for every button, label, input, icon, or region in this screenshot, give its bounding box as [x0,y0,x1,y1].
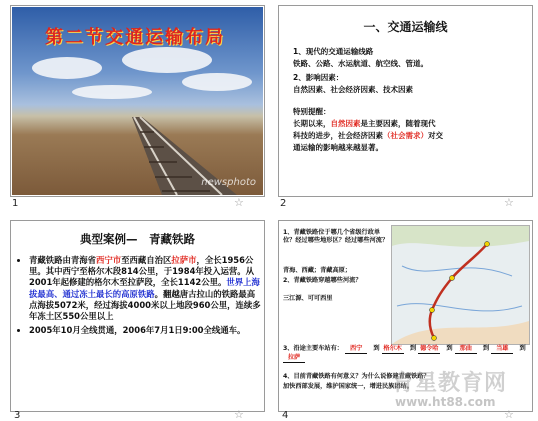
text-span: 对交 [428,131,443,140]
text-span: ，全长1956公里。其中西宁至格尔木段814公里，于1984年投入运营。从2001年起修建的格尔木至拉萨段，全长1142公里。 [29,255,255,288]
highlight-world-highest: 世界上海拔最高、通过冻土最长的高原铁路 [29,277,260,299]
text-span: 到 [403,345,417,352]
slide-2-line: 1、现代的交通运输线路 [293,47,374,56]
railway-route-map [391,225,530,345]
station-blank: 格尔木 [382,345,404,354]
answer-4: 加快西部发展，维护国家统一，增进民族团结。 [283,383,413,390]
text-span: 青海、西藏； [283,267,321,274]
bullet-item [29,255,261,322]
route-map-graphic [392,226,529,344]
question-4: 4、目前青藏铁路有何意义？为什么说修建青藏铁路？ [283,373,430,380]
slide-2-line [293,118,436,129]
slide-3-thumbnail[interactable] [10,220,265,412]
text-span: 到 [513,345,526,352]
slide-3-bullets [17,255,261,339]
text-span: 长期以来， [293,119,331,128]
answer-1 [283,267,389,275]
question-3 [283,345,531,363]
slide-2-line: 自然因素、社会经济因素、技术因素 [293,85,413,94]
text-span: 至西藏自治区 [121,255,172,265]
highlight-lhasa: 拉萨市 [171,255,197,265]
highlight-natural-factor: 自然因素 [330,119,361,128]
text-span: 。翻越唐古拉山的铁路最高点海拔5072米，经过海拔4000米以上地段960公里，连续多年冻土区550公里以上 [29,288,261,322]
slide-2-line [293,130,443,141]
text-span: 到 [476,345,490,352]
bullet-item: • 2005年10月全线贯通，2006年7月1日9:00全线通车。 [29,325,261,336]
slide-2-heading: 一、交通运输线 [363,20,448,34]
slide-1-number: 1 [12,198,19,209]
slide-2-line: 铁路、公路、水运航道、航空线、管道。 [293,59,428,68]
highlight-xining: 西宁市 [96,255,122,265]
slide-2-line: 通运输的影响越来越显著。 [293,143,383,152]
photo-watermark: newsphoto [201,177,256,188]
text-span: 到 [367,345,380,352]
text-span: 青藏高原； [320,267,352,274]
question-2: 2、青藏铁路穿越哪些河流？ [283,277,362,284]
text-span: 3、沿途主要车站有： [283,345,343,352]
station-blank: 德令哈 [418,345,440,354]
station-blank: 那曲 [455,345,477,354]
star-icon[interactable]: ☆ [234,196,244,209]
site-watermark: 育星教育网 [392,371,508,396]
slide-1-thumbnail[interactable] [10,5,265,197]
highlight-social-demand: （社会需求） [383,131,428,140]
slide-2-line: 2、影响因素： [293,73,344,82]
station-blank: 拉萨 [283,354,305,363]
star-icon[interactable]: ☆ [234,408,244,421]
text-span: 科技的进步，社会经济因素 [293,131,383,140]
slide-2-number: 2 [280,198,287,209]
site-url-watermark: www.ht88.com [395,395,496,409]
star-icon[interactable]: ☆ [504,196,514,209]
slide-3-number: 3 [14,410,21,421]
answer-2: 三江源、可可西里 [283,295,333,302]
slide-4-number: 4 [282,410,289,421]
text-span: 青藏铁路由青海省 [29,255,96,265]
slide-2-line: 特别提醒： [293,107,331,116]
text-span: 到 [440,345,453,352]
star-icon[interactable]: ☆ [504,408,514,421]
station-blank: 当雄 [491,345,513,354]
slide-2-thumbnail[interactable] [278,5,533,197]
question-1: 1、青藏铁路位于哪几个省级行政单位？经过哪些地形区？经过哪些河流？ [283,229,389,245]
slide-1-title: 第二节交通运输布局 [45,27,225,48]
slide-3-heading: 典型案例— 青藏铁路 [80,232,195,246]
station-blank: 西宁 [345,345,367,354]
text-span: 是主要因素，随着现代 [360,119,436,128]
